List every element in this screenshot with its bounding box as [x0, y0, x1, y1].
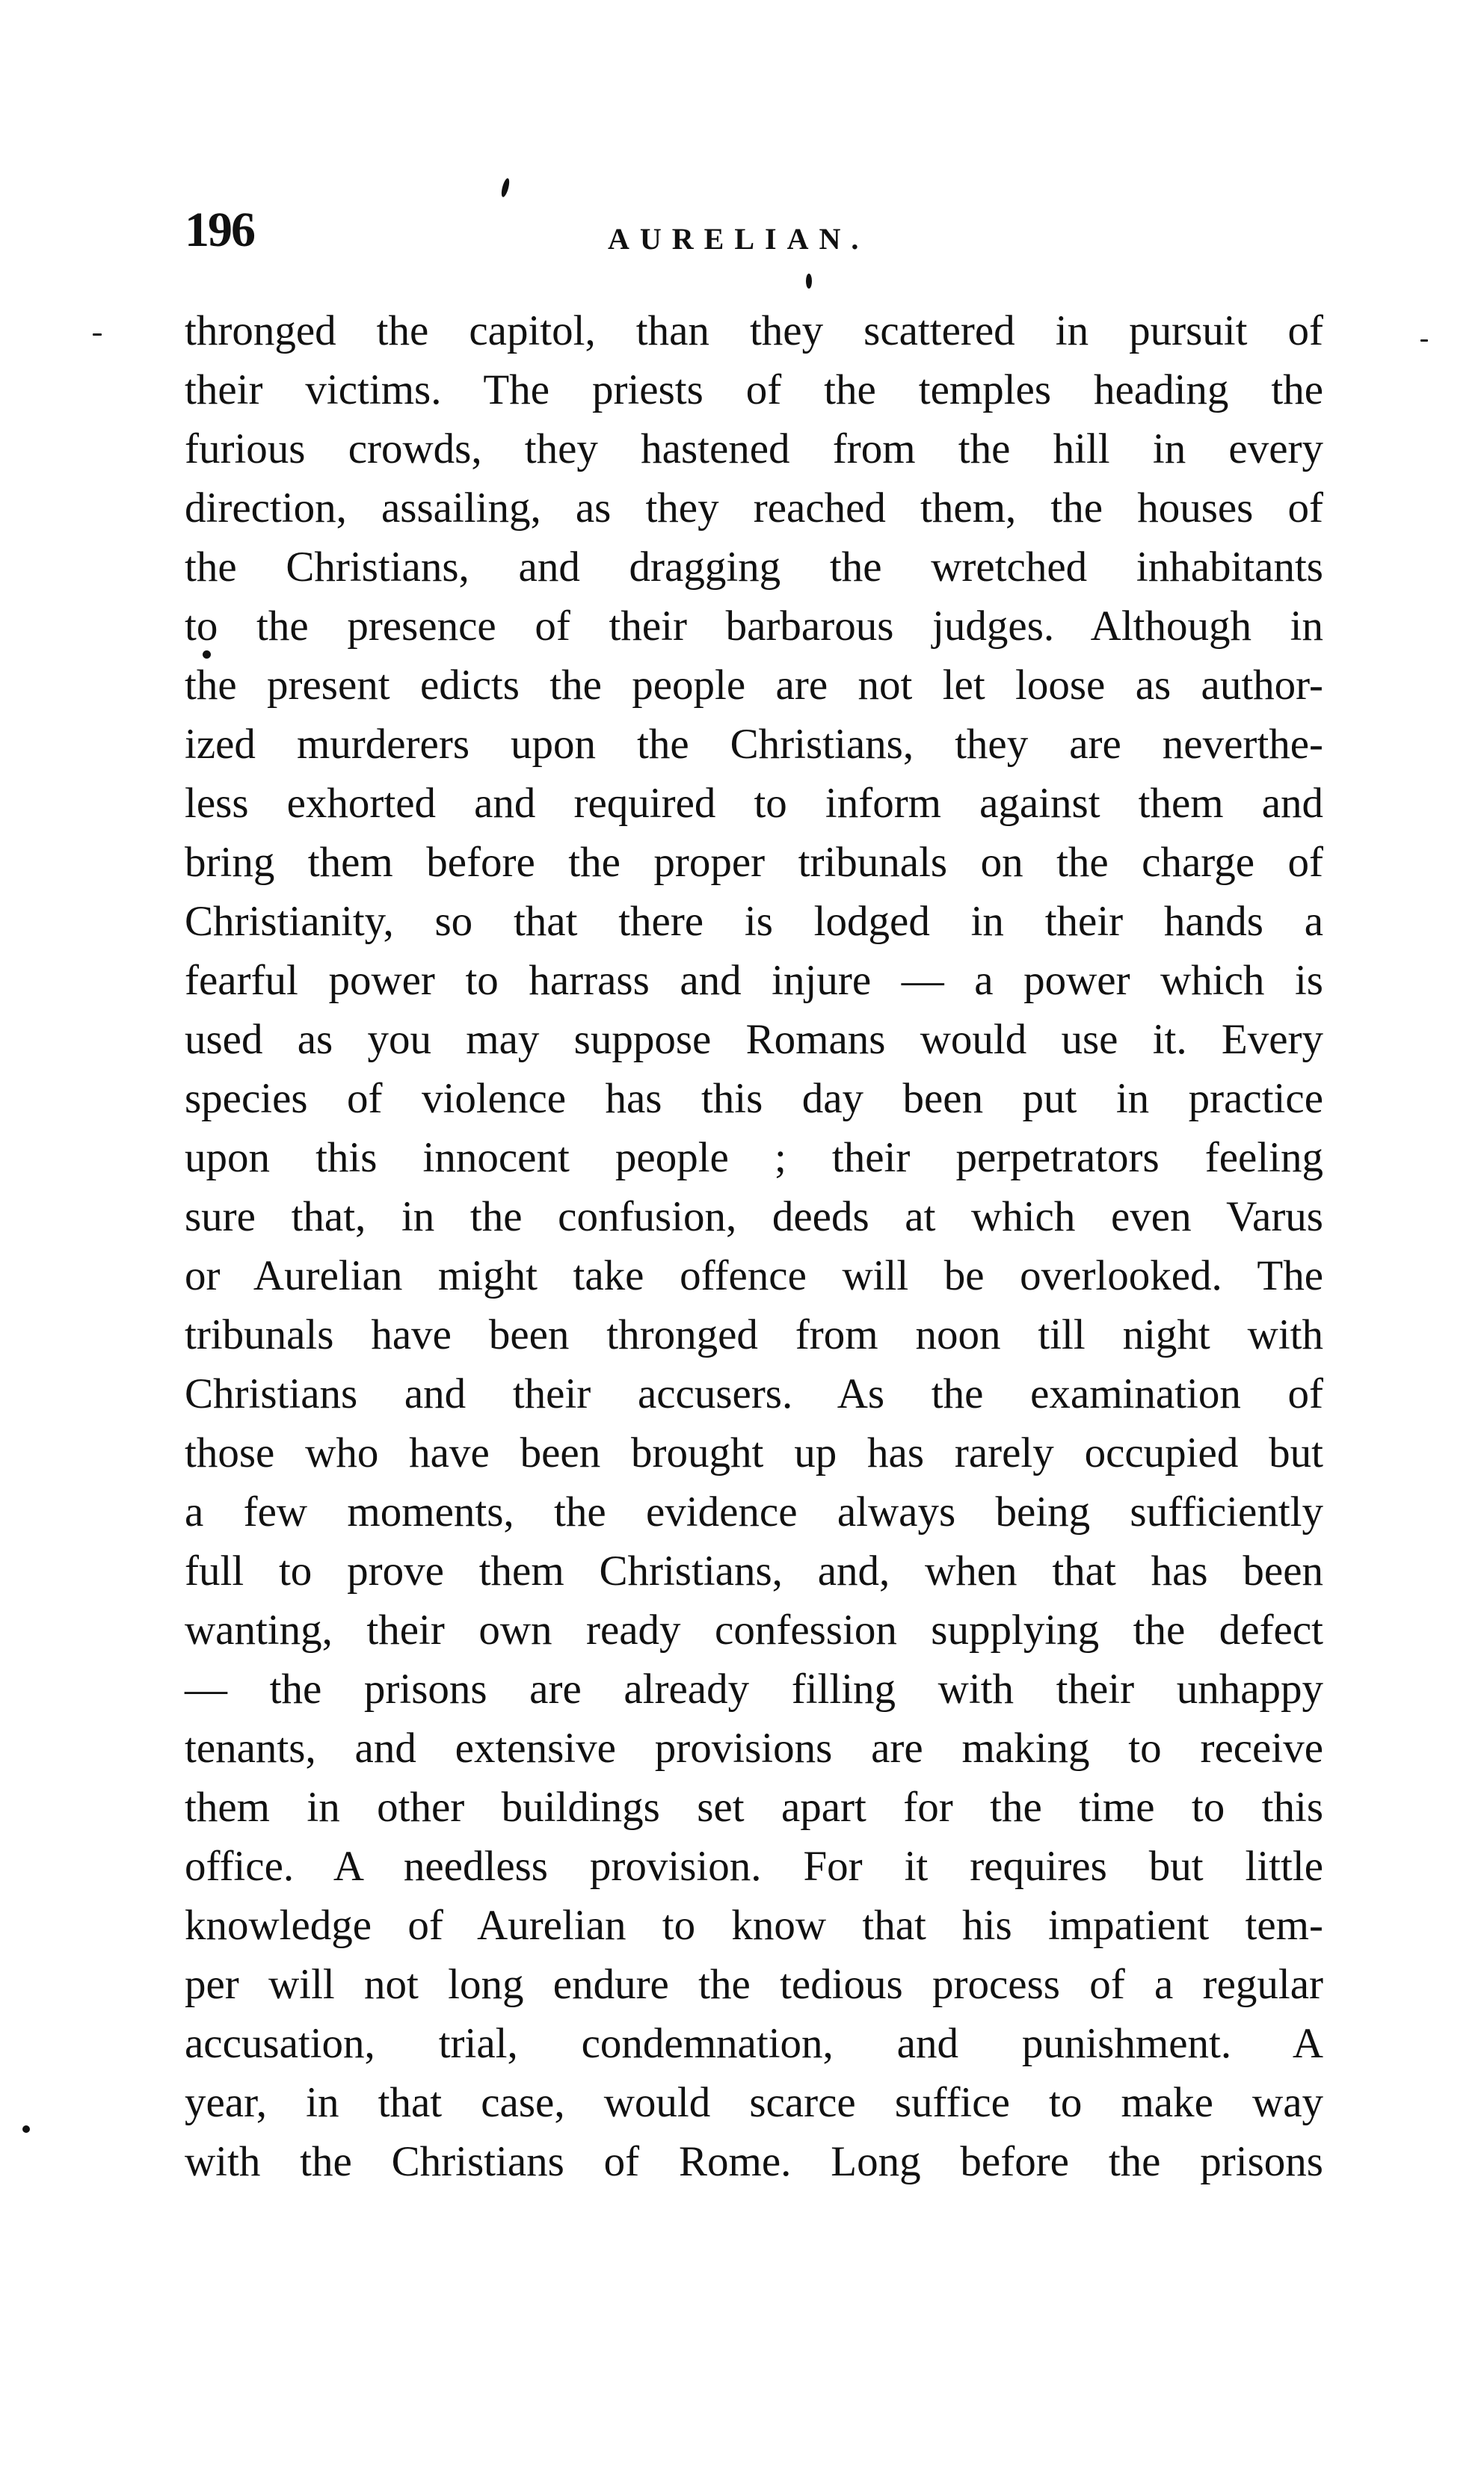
text-line [185, 1542, 1323, 1601]
text-line-content: knowledge of Aurelian to know that his impatient tem- [185, 1902, 1323, 1949]
text-line-content: those who have been brought up has rarely occupied but [185, 1429, 1323, 1476]
text-line-content: furious crowds, they hastened from the hill in every [185, 425, 1323, 472]
text-line [185, 1601, 1323, 1660]
text-line [185, 538, 1323, 597]
text-line-content: upon this innocent people ; their perpetrators feeling [185, 1134, 1323, 1181]
text-line-content: accusation, trial, condemnation, and punishment. A [185, 2020, 1323, 2067]
text-line-content: their victims. The priests of the temples heading the [185, 366, 1323, 413]
text-line-content: thronged the capitol, than they scattered in pursuit of [185, 307, 1323, 354]
text-line [185, 478, 1323, 538]
text-line [185, 833, 1323, 892]
ink-speck [1420, 339, 1428, 342]
text-line [185, 1719, 1323, 1778]
text-line [185, 1187, 1323, 1246]
text-line [185, 2073, 1323, 2132]
text-line-content: direction, assailing, as they reached them, the houses of [185, 484, 1323, 532]
text-line-content: less exhorted and required to inform against them and [185, 780, 1323, 827]
text-line [185, 656, 1323, 715]
text-line-content: Christianity, so that there is lodged in their hands a [185, 898, 1323, 945]
text-line-content: species of violence has this day been put in practice [185, 1075, 1323, 1122]
text-line [185, 1069, 1323, 1128]
text-line [185, 1423, 1323, 1482]
text-line-content: wanting, their own ready confession supplying the defect [185, 1607, 1323, 1654]
text-line-content: used as you may suppose Romans would use it. Every [185, 1016, 1323, 1063]
text-line-content: a few moments, the evidence always being sufficiently [185, 1488, 1323, 1536]
text-line [185, 1482, 1323, 1542]
text-line-content: fearful power to harrass and injure — a power which is [185, 957, 1323, 1004]
text-line [185, 2132, 1323, 2191]
text-line [185, 1305, 1323, 1364]
text-line [185, 951, 1323, 1010]
text-line [185, 1660, 1323, 1719]
text-line [185, 1778, 1323, 1837]
text-line-content: per will not long endure the tedious process of a regular [185, 1961, 1323, 2008]
text-line [185, 597, 1323, 656]
text-line-content: them in other buildings set apart for the time to this [185, 1784, 1323, 1831]
text-line [185, 1010, 1323, 1069]
text-line [185, 301, 1323, 360]
text-line-content: with the Christians of Rome. Long before the prisons [185, 2138, 1323, 2185]
text-line-content: full to prove them Christians, and, when that has been [185, 1548, 1323, 1595]
text-line-content: the Christians, and dragging the wretched inhabitants [185, 543, 1323, 591]
text-line-content: bring them before the proper tribunals on the charge of [185, 839, 1323, 886]
text-line [185, 1837, 1323, 1896]
text-line [185, 715, 1323, 774]
text-line [185, 1128, 1323, 1187]
running-title: AURELIAN. [608, 222, 869, 256]
text-line-content: tribunals have been thronged from noon till night with [185, 1311, 1323, 1358]
text-line-content: Christians and their accusers. As the examination of [185, 1370, 1323, 1417]
text-line [185, 1896, 1323, 1955]
ink-speck [806, 274, 812, 289]
text-line-content: to the presence of their barbarous judges. Although in [185, 603, 1323, 650]
text-line-content: sure that, in the confusion, deeds at which even Varus [185, 1193, 1323, 1240]
text-line [185, 892, 1323, 951]
ink-speck [500, 177, 511, 197]
text-line [185, 1364, 1323, 1423]
text-line [185, 774, 1323, 833]
text-line-content: or Aurelian might take offence will be overlooked. The [185, 1252, 1323, 1299]
text-line [185, 1955, 1323, 2014]
text-line [185, 419, 1323, 478]
ink-speck [93, 333, 102, 336]
text-line-content: tenants, and extensive provisions are making to receive [185, 1725, 1323, 1772]
ink-speck [22, 2125, 30, 2133]
text-line [185, 1246, 1323, 1305]
text-line-content: the present edicts the people are not let loose as author- [185, 662, 1323, 709]
text-line-content: office. A needless provision. For it requires but little [185, 1843, 1323, 1890]
text-line [185, 360, 1323, 419]
text-line [185, 2014, 1323, 2073]
body-text [185, 301, 1323, 2191]
text-line-content: ized murderers upon the Christians, they are neverthe- [185, 721, 1323, 768]
page-number: 196 [185, 203, 254, 257]
text-line-content: — the prisons are already filling with their unhappy [185, 1666, 1323, 1713]
text-line-content: year, in that case, would scarce suffice to make way [185, 2079, 1323, 2126]
